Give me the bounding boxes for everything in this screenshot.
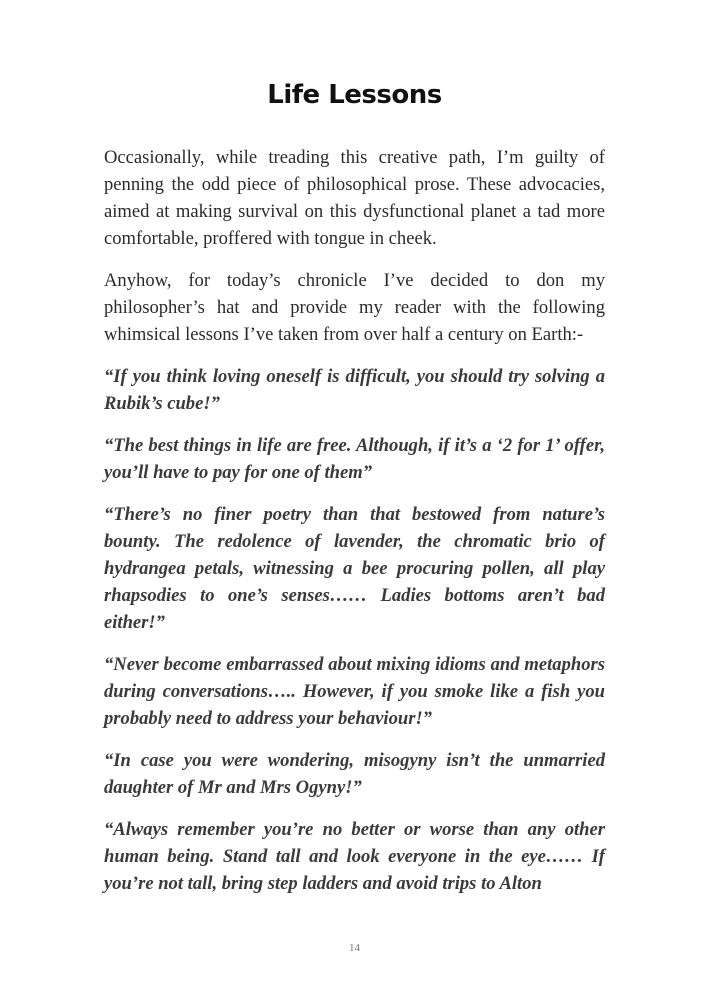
quote-paragraph: “If you think loving oneself is difficult, you should try solving a Rubik’s cube!”	[104, 366, 605, 414]
page-number: 14	[349, 942, 360, 954]
body-text	[104, 144, 605, 912]
quote-paragraph: “Always remember you’re no better or worse than any other human being. Stand tall and look everyone in the eye…… If you’re not tall, bring step ladders and avoid trips to Alton	[104, 819, 605, 894]
quote-paragraph: “The best things in life are free. Although, if it’s a ‘2 for 1’ offer, you’ll have to pay for one of them”	[104, 435, 605, 483]
quote-paragraph: “Never become embarrassed about mixing idioms and metaphors during conversations….. However, if you smoke like a fish you probably need to address your behaviour!”	[104, 654, 605, 729]
quote-paragraph: “There’s no finer poetry than that bestowed from nature’s bounty. The redolence of lavender, the chromatic brio of hydrangea petals, witnessing a bee procuring pollen, all play rhapsodies to one’s senses…… Ladies bottoms aren’t bad either!”	[104, 504, 605, 633]
page-title: Life Lessons	[267, 80, 442, 110]
quote-paragraph: “In case you were wondering, misogyny isn’t the unmarried daughter of Mr and Mrs Ogyny!”	[104, 750, 605, 798]
intro-paragraph: Occasionally, while treading this creative path, I’m guilty of penning the odd piece of philosophical prose. These advocacies, aimed at making survival on this dysfunctional planet a tad more comfortable, proffered with tongue in cheek.	[104, 147, 605, 249]
intro-paragraph: Anyhow, for today’s chronicle I’ve decided to don my philosopher’s hat and provide my reader with the following whimsical lessons I’ve taken from over half a century on Earth:-	[104, 270, 605, 345]
